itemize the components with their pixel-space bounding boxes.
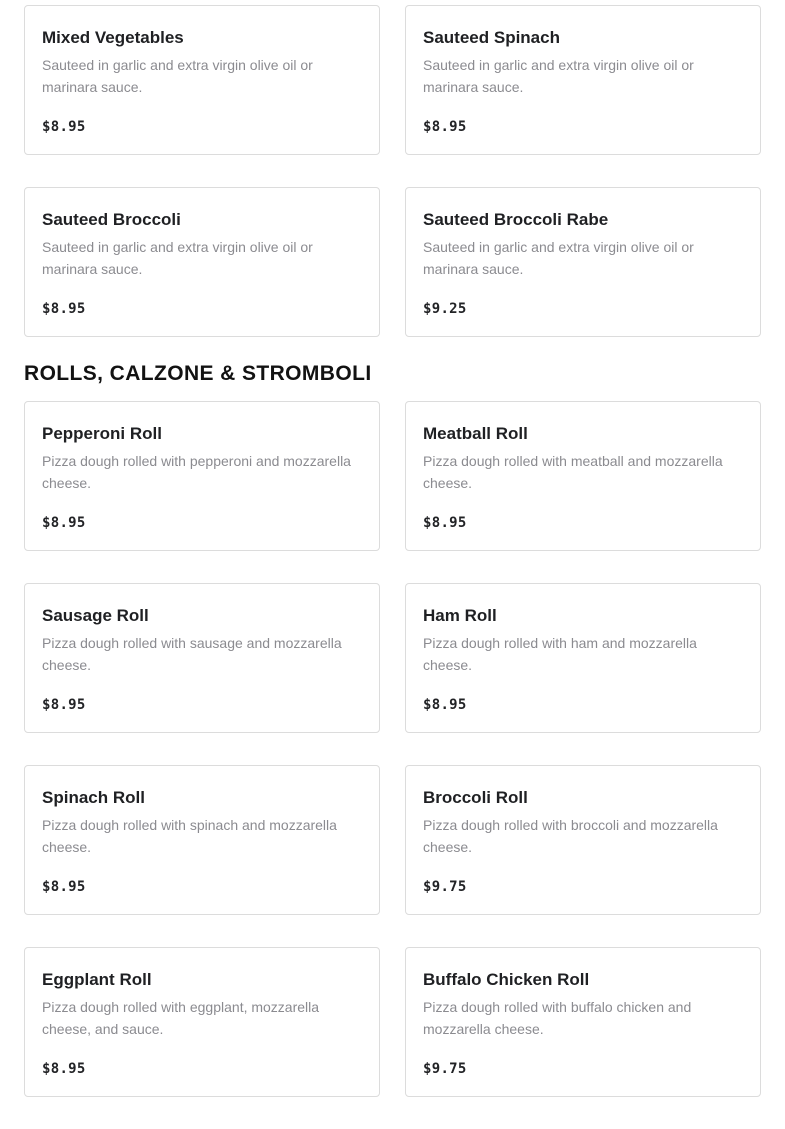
- menu-item-card[interactable]: [24, 5, 380, 155]
- menu-item-name: Meatball Roll: [423, 424, 528, 443]
- menu-item-name: Sausage Roll: [42, 606, 149, 625]
- menu-item-name: Ham Roll: [423, 606, 497, 625]
- menu-item-name: Spinach Roll: [42, 788, 145, 807]
- menu-item-price: $9.75: [423, 1061, 467, 1077]
- menu-item-description: Pizza dough rolled with sausage and mozzarella cheese.: [42, 635, 342, 673]
- menu-item-name: Broccoli Roll: [423, 788, 528, 807]
- menu-item-description: Pizza dough rolled with ham and mozzarella cheese.: [423, 635, 697, 673]
- menu-item-price: $8.95: [423, 119, 467, 135]
- menu-item-card[interactable]: [405, 401, 761, 551]
- menu-item-description: Sauteed in garlic and extra virgin olive oil or marinara sauce.: [423, 57, 694, 95]
- menu-item-description: Sauteed in garlic and extra virgin olive oil or marinara sauce.: [42, 57, 313, 95]
- menu-item-name: Buffalo Chicken Roll: [423, 970, 590, 989]
- menu-item-card[interactable]: [405, 583, 761, 733]
- menu-item-card[interactable]: [405, 187, 761, 337]
- menu-item-price: $8.95: [423, 515, 467, 531]
- menu-item-price: $8.95: [42, 119, 86, 135]
- menu-item-card[interactable]: [24, 401, 380, 551]
- menu-item-price: $8.95: [42, 515, 86, 531]
- menu-item-card[interactable]: [405, 765, 761, 915]
- menu-item-description: Pizza dough rolled with eggplant, mozzarella cheese, and sauce.: [42, 999, 320, 1037]
- menu-item-description: Sauteed in garlic and extra virgin olive oil or marinara sauce.: [42, 239, 313, 277]
- menu-item-description: Pizza dough rolled with pepperoni and mozzarella cheese.: [42, 453, 351, 491]
- menu-item-price: $9.75: [423, 879, 467, 895]
- menu-item-price: $8.95: [42, 1061, 86, 1077]
- menu-item-price: $8.95: [42, 301, 86, 317]
- menu-item-name: Pepperoni Roll: [42, 424, 162, 443]
- menu-item-price: $8.95: [42, 879, 86, 895]
- menu-item-description: Pizza dough rolled with meatball and mozzarella cheese.: [423, 453, 723, 491]
- menu-item-card[interactable]: [24, 765, 380, 915]
- menu-item-description: Sauteed in garlic and extra virgin olive oil or marinara sauce.: [423, 239, 694, 277]
- menu-card-grid: [24, 401, 761, 1097]
- menu-item-name: Sauteed Broccoli Rabe: [423, 210, 609, 229]
- menu-item-name: Sauteed Broccoli: [42, 210, 181, 229]
- menu-item-name: Mixed Vegetables: [42, 28, 184, 47]
- menu-card-grid: [24, 5, 761, 337]
- menu-item-price: $9.25: [423, 301, 467, 317]
- menu-item-description: Pizza dough rolled with broccoli and mozzarella cheese.: [423, 817, 718, 855]
- menu-item-description: Pizza dough rolled with buffalo chicken and mozzarella cheese.: [423, 999, 692, 1037]
- menu-item-card[interactable]: [405, 947, 761, 1097]
- section-header: ROLLS, CALZONE & STROMBOLI: [24, 362, 372, 385]
- menu-item-name: Eggplant Roll: [42, 970, 152, 989]
- menu-item-card[interactable]: [24, 187, 380, 337]
- menu-item-price: $8.95: [423, 697, 467, 713]
- menu-item-card[interactable]: [24, 947, 380, 1097]
- menu-item-card[interactable]: [24, 583, 380, 733]
- menu-item-card[interactable]: [405, 5, 761, 155]
- menu-item-description: Pizza dough rolled with spinach and mozzarella cheese.: [42, 817, 337, 855]
- menu-item-name: Sauteed Spinach: [423, 28, 560, 47]
- bottom-spacer: [24, 1097, 761, 1129]
- menu-item-price: $8.95: [42, 697, 86, 713]
